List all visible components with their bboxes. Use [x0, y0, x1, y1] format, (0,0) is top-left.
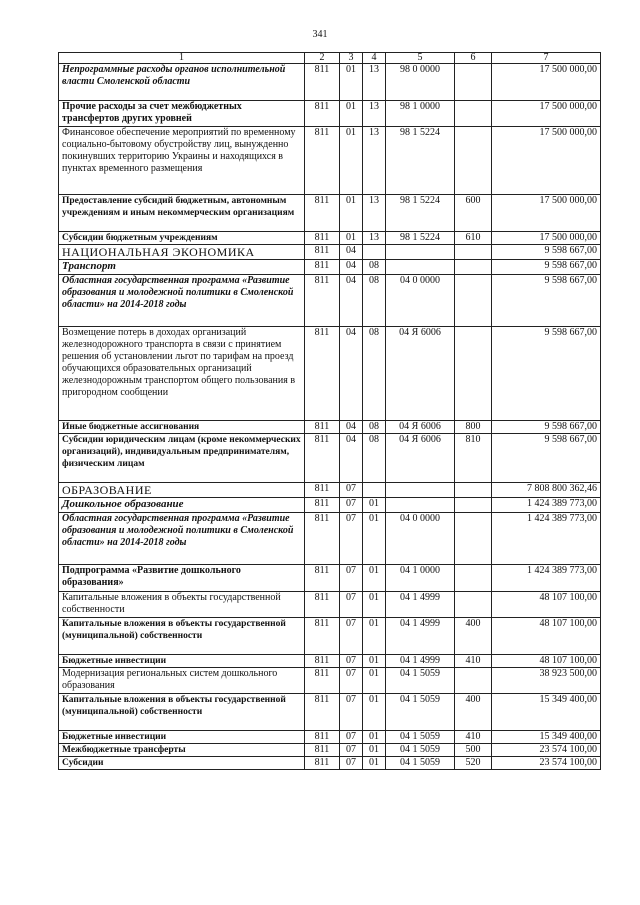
row-name: Областная государственная программа «Развитие образования и молодежной политики в Смоленской области» на 2014-2018 годы [59, 513, 305, 565]
code-cell: 08 [363, 434, 386, 483]
code-cell: 811 [305, 655, 340, 668]
row-name: Иные бюджетные ассигнования [59, 421, 305, 434]
code-cell: 811 [305, 421, 340, 434]
code-cell: 04 [340, 434, 363, 483]
code-cell: 04 [340, 260, 363, 275]
row-name: Бюджетные инвестиции [59, 655, 305, 668]
row-name: Капитальные вложения в объекты государственной (муниципальной) собственности [59, 694, 305, 731]
amount-cell: 9 598 667,00 [492, 434, 601, 483]
code-cell: 600 [455, 195, 492, 232]
code-cell: 07 [340, 618, 363, 655]
table-row [59, 618, 601, 655]
code-cell: 07 [340, 483, 363, 498]
table-row [59, 655, 601, 668]
code-cell [455, 101, 492, 127]
table-row [59, 592, 601, 618]
code-cell: 811 [305, 757, 340, 770]
row-name: Областная государственная программа «Развитие образования и молодежной политики в Смоленской области» на 2014-2018 годы [59, 275, 305, 327]
amount-cell: 1 424 389 773,00 [492, 513, 601, 565]
code-cell: 98 0 0000 [386, 64, 455, 101]
code-cell [455, 64, 492, 101]
code-cell: 07 [340, 592, 363, 618]
code-cell: 800 [455, 421, 492, 434]
header-cell: 2 [305, 53, 340, 64]
table-row [59, 421, 601, 434]
row-name: Капитальные вложения в объекты государственной собственности [59, 592, 305, 618]
row-name: Подпрограмма «Развитие дошкольного образования» [59, 565, 305, 592]
code-cell: 08 [363, 421, 386, 434]
code-cell: 01 [340, 195, 363, 232]
table-row [59, 744, 601, 757]
code-cell: 811 [305, 232, 340, 245]
row-name: Межбюджетные трансферты [59, 744, 305, 757]
amount-cell: 48 107 100,00 [492, 592, 601, 618]
code-cell: 13 [363, 64, 386, 101]
code-cell: 811 [305, 64, 340, 101]
code-cell: 04 [340, 421, 363, 434]
amount-cell: 15 349 400,00 [492, 694, 601, 731]
code-cell: 811 [305, 731, 340, 744]
table-row [59, 275, 601, 327]
code-cell: 811 [305, 618, 340, 655]
code-cell: 04 1 5059 [386, 694, 455, 731]
code-cell: 04 Я 6006 [386, 421, 455, 434]
code-cell: 04 1 4999 [386, 655, 455, 668]
amount-cell: 17 500 000,00 [492, 195, 601, 232]
code-cell: 811 [305, 668, 340, 694]
code-cell: 811 [305, 694, 340, 731]
code-cell: 01 [363, 744, 386, 757]
code-cell: 13 [363, 101, 386, 127]
header-cell: 5 [386, 53, 455, 64]
code-cell: 04 [340, 275, 363, 327]
table-row [59, 694, 601, 731]
amount-cell: 23 574 100,00 [492, 757, 601, 770]
code-cell: 410 [455, 731, 492, 744]
amount-cell: 7 808 800 362,46 [492, 483, 601, 498]
code-cell: 01 [363, 668, 386, 694]
code-cell: 811 [305, 513, 340, 565]
code-cell: 04 [340, 245, 363, 260]
code-cell: 01 [363, 565, 386, 592]
amount-cell: 38 923 500,00 [492, 668, 601, 694]
table-row [59, 668, 601, 694]
table-row [59, 731, 601, 744]
code-cell [455, 498, 492, 513]
table-row [59, 757, 601, 770]
code-cell: 04 1 5059 [386, 757, 455, 770]
amount-cell: 1 424 389 773,00 [492, 565, 601, 592]
row-name: Прочие расходы за счет межбюджетных трансфертов других уровней [59, 101, 305, 127]
code-cell: 04 1 0000 [386, 565, 455, 592]
code-cell: 01 [340, 232, 363, 245]
table-row [59, 434, 601, 483]
code-cell: 811 [305, 245, 340, 260]
code-cell: 07 [340, 513, 363, 565]
amount-cell: 9 598 667,00 [492, 327, 601, 421]
code-cell [455, 483, 492, 498]
header-cell: 4 [363, 53, 386, 64]
amount-cell: 9 598 667,00 [492, 260, 601, 275]
code-cell [455, 327, 492, 421]
code-cell: 07 [340, 655, 363, 668]
table-row [59, 327, 601, 421]
budget-table [58, 52, 601, 770]
code-cell: 811 [305, 260, 340, 275]
code-cell: 811 [305, 744, 340, 757]
code-cell: 610 [455, 232, 492, 245]
table-row [59, 513, 601, 565]
table-row [59, 498, 601, 513]
code-cell: 04 1 4999 [386, 592, 455, 618]
table-row [59, 565, 601, 592]
amount-cell: 48 107 100,00 [492, 618, 601, 655]
code-cell: 811 [305, 127, 340, 195]
code-cell: 07 [340, 757, 363, 770]
code-cell: 811 [305, 327, 340, 421]
code-cell: 07 [340, 731, 363, 744]
row-name: Модернизация региональных систем дошкольного образования [59, 668, 305, 694]
code-cell: 520 [455, 757, 492, 770]
code-cell: 07 [340, 565, 363, 592]
code-cell: 98 1 5224 [386, 232, 455, 245]
amount-cell: 48 107 100,00 [492, 655, 601, 668]
section-name: НАЦИОНАЛЬНАЯ ЭКОНОМИКА [59, 245, 305, 260]
code-cell [455, 127, 492, 195]
code-cell: 13 [363, 195, 386, 232]
code-cell: 410 [455, 655, 492, 668]
row-name: Субсидии [59, 757, 305, 770]
code-cell: 01 [340, 64, 363, 101]
table-row [59, 260, 601, 275]
code-cell: 13 [363, 127, 386, 195]
row-name: Субсидии бюджетным учреждениям [59, 232, 305, 245]
code-cell: 01 [363, 694, 386, 731]
code-cell: 04 1 5059 [386, 731, 455, 744]
table-header-row [59, 53, 601, 64]
code-cell: 811 [305, 195, 340, 232]
table-row [59, 101, 601, 127]
code-cell: 08 [363, 327, 386, 421]
code-cell: 01 [363, 513, 386, 565]
code-cell [455, 592, 492, 618]
amount-cell: 9 598 667,00 [492, 421, 601, 434]
code-cell: 01 [363, 592, 386, 618]
code-cell [386, 260, 455, 275]
code-cell: 810 [455, 434, 492, 483]
code-cell: 01 [340, 127, 363, 195]
code-cell [455, 260, 492, 275]
code-cell: 01 [363, 655, 386, 668]
page-number: 341 [312, 29, 328, 40]
code-cell: 07 [340, 498, 363, 513]
code-cell: 13 [363, 232, 386, 245]
table-row [59, 483, 601, 498]
row-name: Субсидии юридическим лицам (кроме некоммерческих организаций), индивидуальным предпринимателям, физическим лицам [59, 434, 305, 483]
code-cell: 08 [363, 275, 386, 327]
code-cell [455, 245, 492, 260]
section-name: ОБРАЗОВАНИЕ [59, 483, 305, 498]
code-cell: 811 [305, 101, 340, 127]
code-cell [455, 513, 492, 565]
row-name: Непрограммные расходы органов исполнительной власти Смоленской области [59, 64, 305, 101]
amount-cell: 23 574 100,00 [492, 744, 601, 757]
code-cell [455, 275, 492, 327]
code-cell: 04 [340, 327, 363, 421]
code-cell: 98 1 0000 [386, 101, 455, 127]
amount-cell: 9 598 667,00 [492, 245, 601, 260]
amount-cell: 17 500 000,00 [492, 101, 601, 127]
subsection-name: Транспорт [59, 260, 305, 275]
code-cell: 01 [363, 618, 386, 655]
code-cell: 811 [305, 483, 340, 498]
code-cell: 98 1 5224 [386, 127, 455, 195]
code-cell: 400 [455, 694, 492, 731]
table-row [59, 127, 601, 195]
code-cell: 04 Я 6006 [386, 434, 455, 483]
code-cell: 811 [305, 498, 340, 513]
code-cell [386, 245, 455, 260]
table-row [59, 232, 601, 245]
subsection-name: Дошкольное образование [59, 498, 305, 513]
code-cell [363, 483, 386, 498]
code-cell: 811 [305, 565, 340, 592]
amount-cell: 9 598 667,00 [492, 275, 601, 327]
amount-cell: 17 500 000,00 [492, 232, 601, 245]
code-cell: 04 0 0000 [386, 275, 455, 327]
header-cell: 7 [492, 53, 601, 64]
amount-cell: 15 349 400,00 [492, 731, 601, 744]
code-cell: 01 [363, 757, 386, 770]
code-cell: 07 [340, 694, 363, 731]
code-cell: 811 [305, 434, 340, 483]
header-cell: 3 [340, 53, 363, 64]
code-cell: 04 0 0000 [386, 513, 455, 565]
code-cell: 01 [340, 101, 363, 127]
code-cell [455, 565, 492, 592]
code-cell [386, 483, 455, 498]
code-cell: 04 Я 6006 [386, 327, 455, 421]
code-cell: 500 [455, 744, 492, 757]
table-row [59, 195, 601, 232]
code-cell: 01 [363, 498, 386, 513]
code-cell: 04 1 5059 [386, 744, 455, 757]
code-cell: 811 [305, 275, 340, 327]
code-cell [386, 498, 455, 513]
code-cell: 400 [455, 618, 492, 655]
amount-cell: 17 500 000,00 [492, 127, 601, 195]
row-name: Капитальные вложения в объекты государственной (муниципальной) собственности [59, 618, 305, 655]
amount-cell: 1 424 389 773,00 [492, 498, 601, 513]
code-cell: 07 [340, 744, 363, 757]
code-cell [363, 245, 386, 260]
row-name: Финансовое обеспечение мероприятий по временному социально-бытовому обустройству лиц, вынужденно покинувших территорию Украины и находящихся в пунктах временного размещения [59, 127, 305, 195]
header-cell: 6 [455, 53, 492, 64]
code-cell: 811 [305, 592, 340, 618]
code-cell: 98 1 5224 [386, 195, 455, 232]
code-cell: 07 [340, 668, 363, 694]
amount-cell: 17 500 000,00 [492, 64, 601, 101]
row-name: Предоставление субсидий бюджетным, автономным учреждениям и иным некоммерческим организациям [59, 195, 305, 232]
code-cell: 04 1 5059 [386, 668, 455, 694]
row-name: Возмещение потерь в доходах организаций железнодорожного транспорта в связи с принятием решения об установлении льгот по тарифам на проезд обучающихся образовательных организаций железнодорожным транспортом общего пользования в пригородном сообщении [59, 327, 305, 421]
code-cell: 01 [363, 731, 386, 744]
table-row [59, 245, 601, 260]
table-row [59, 64, 601, 101]
code-cell [455, 668, 492, 694]
code-cell: 08 [363, 260, 386, 275]
code-cell: 04 1 4999 [386, 618, 455, 655]
header-cell: 1 [59, 53, 305, 64]
row-name: Бюджетные инвестиции [59, 731, 305, 744]
